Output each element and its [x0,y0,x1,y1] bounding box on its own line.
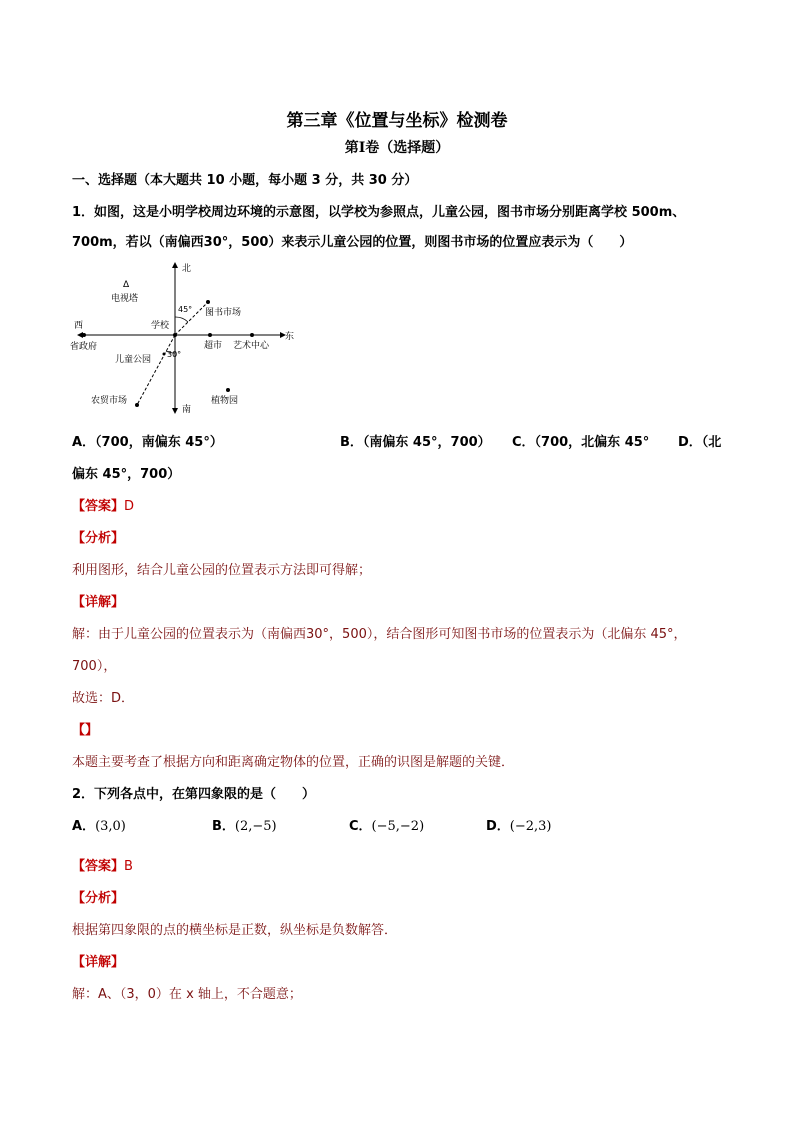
q1-answer-label: 【答案】 [72,499,125,514]
q1-detail-line1: 解：由于儿童公园的位置表示为（南偏西30°，500），结合图形可知图书市场的位置表示为（北偏东 45°， [72,627,687,642]
school-point [173,333,177,337]
q1-analysis-text: 利用图形，结合儿童公园的位置表示方法即可得解； [72,563,372,578]
q2-analysis-text: 根据第四象限的点的横坐标是正数，纵坐标是负数解答． [72,923,398,938]
farm-market-label: 农贸市场 [91,396,128,406]
q2-stem: 2．下列各点中，在第四象限的是（ ） [72,787,316,802]
farm-market-point [135,403,139,407]
botanical-point [226,388,230,392]
park-point [163,353,166,356]
q1-detail-label: 【详解】 [72,595,125,610]
angle-45-label: 45° [178,305,193,314]
q2-option-b-label: B． [212,819,235,834]
angle-30-label: 30° [167,350,182,359]
q2-option-c-value: (−5,−2) [371,819,425,834]
q2-option-a-value: (3,0) [95,819,126,834]
supermarket-point [208,333,212,337]
book-market-point [206,300,210,304]
gov-point [82,333,86,337]
q2-option-b [212,815,277,834]
q1-stem-line2: 700m，若以（南偏西30°，500）来表示儿童公园的位置，则图书市场的位置应表示为（ ） [72,235,633,250]
q1-detail-line2: 700）， [72,659,117,674]
east-label: 东 [285,332,295,342]
arc-45 [175,317,188,322]
q2-answer-row [72,855,133,874]
q1-empty-bracket: 【】 [72,723,99,738]
school-label: 学校 [151,321,170,331]
q2-option-a-label: A． [72,819,96,834]
q2-option-b-value: (2,−5) [234,819,277,834]
west-label: 西 [74,321,84,331]
supermarket-label: 超市 [204,341,223,351]
q2-option-c-label: C． [349,819,372,834]
q1-stem-line1: 1．如图，这是小明学校周边环境的示意图，以学校为参照点，儿童公园，图书市场分别距离学校 500m、 [72,205,686,220]
page-title: 第三章《位置与坐标》检测卷 [286,111,508,131]
q1-answer-value: D [124,499,135,514]
q2-option-d [486,815,552,834]
tv-symbol: Δ [123,280,130,290]
q2-answer-value: B [124,859,133,874]
q1-conclusion: 故选：D． [72,691,135,706]
q1-option-c: C．（700，北偏东 45° [512,435,650,450]
q2-analysis-label: 【分析】 [72,891,125,906]
q2-detail-line1: 解：A、（3，0）在 x 轴上，不合题意； [72,987,302,1002]
gov-label: 省政府 [70,342,98,352]
book-market-label: 图书市场 [205,308,242,318]
q1-option-d-part1: D．（北 [678,435,722,450]
q2-option-c [349,815,424,834]
south-label: 南 [182,405,192,415]
section-heading: 一、选择题（本大题共 10 小题，每小题 3 分，共 30 分） [72,173,418,188]
botanical-label: 植物园 [211,396,239,406]
art-center-label: 艺术中心 [233,341,270,351]
q1-option-b: B．（南偏东 45°，700） [340,435,491,450]
north-label: 北 [182,264,192,274]
page-subtitle: 第I卷（选择题） [344,140,450,156]
q2-option-d-label: D． [486,819,510,834]
q2-option-a [72,815,126,834]
q1-answer-row [72,495,134,514]
q1-map-figure [60,255,300,420]
tv-tower-label: 电视塔 [111,294,139,304]
q1-analysis-label: 【分析】 [72,531,125,546]
q1-option-d-part2: 偏东 45°，700） [72,467,181,482]
q2-answer-label: 【答案】 [72,859,125,874]
q1-comment: 本题主要考查了根据方向和距离确定物体的位置，正确的识图是解题的关键． [72,755,515,770]
q2-option-d-value: (−2,3) [509,819,552,834]
park-label: 儿童公园 [115,355,152,365]
q2-detail-label: 【详解】 [72,955,125,970]
park-line [137,335,175,405]
q1-option-a: A．（700，南偏东 45°） [72,435,223,450]
art-center-point [250,333,254,337]
